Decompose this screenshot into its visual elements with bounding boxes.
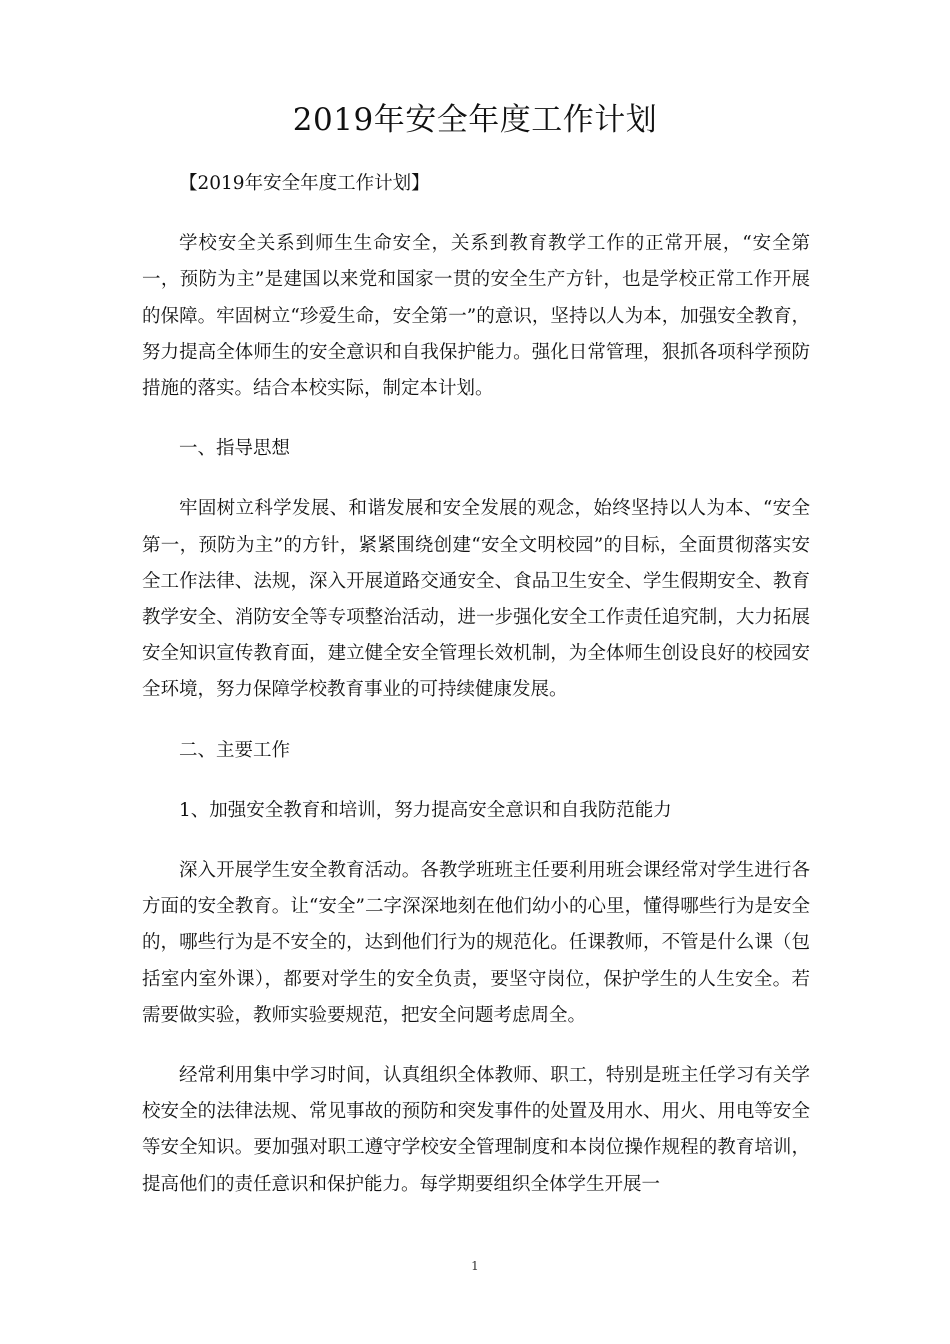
section-heading-guiding-ideology: 一、指导思想 (179, 438, 291, 460)
staff-training-paragraph: 经常利用集中学习时间，认真组织全体教师、职工，特别是班主任学习有关学校安全的法律法规、常见事故的预防和突发事件的处置及用水、用火、用电等安全等安全知识。要加强对职工遵守学校安全管理制度和本岗位操作规程的教育培训，提高他们的责任意识和保护能力。每学期要组织全体学生开展一 (142, 1065, 810, 1195)
document-title: 2019年安全年度工作计划 (292, 102, 658, 138)
intro-paragraph: 学校安全关系到师生生命安全，关系到教育教学工作的正常开展，“安全第一，预防为主”是建国以来党和国家一贯的安全生产方针，也是学校正常工作开展的保障。牢固树立“珍爱生命，安全第一”的意识，坚持以人为本，加强安全教育，努力提高全体师生的安全意识和自我保护能力。强化日常管理，狠抓各项科学预防措施的落实。结合本校实际，制定本计划。 (142, 233, 810, 400)
safety-education-paragraph: 深入开展学生安全教育活动。各教学班班主任要利用班会课经常对学生进行各方面的安全教育。让“安全”二字深深地刻在他们幼小的心里，懂得哪些行为是安全的，哪些行为是不安全的，达到他们行为的规范化。任课教师，不管是什么课（包括室内室外课），都要对学生的安全负责，要坚守岗位，保护学生的人生安全。若需要做实验，教师实验要规范，把安全问题考虑周全。 (142, 860, 810, 1026)
document-subtitle: 【2019年安全年度工作计划】 (179, 173, 430, 194)
guiding-ideology-paragraph: 牢固树立科学发展、和谐发展和安全发展的观念，始终坚持以人为本、“安全第一，预防为主”的方针，紧紧围绕创建“安全文明校园”的目标，全面贯彻落实安全工作法律、法规，深入开展道路交通安全、食品卫生安全、学生假期安全、教育教学安全、消防安全等专项整治活动，进一步强化安全工作责任追究制，大力拓展安全知识宣传教育面，建立健全安全管理长效机制，为全体师生创设良好的校园安全环境，努力保障学校教育事业的可持续健康发展。 (142, 498, 810, 701)
page-number: 1 (471, 1259, 479, 1273)
subsection-heading-safety-education: 1、加强安全教育和培训，努力提高安全意识和自我防范能力 (179, 799, 672, 821)
section-heading-main-work: 二、主要工作 (179, 739, 291, 761)
document-body (142, 166, 810, 1227)
